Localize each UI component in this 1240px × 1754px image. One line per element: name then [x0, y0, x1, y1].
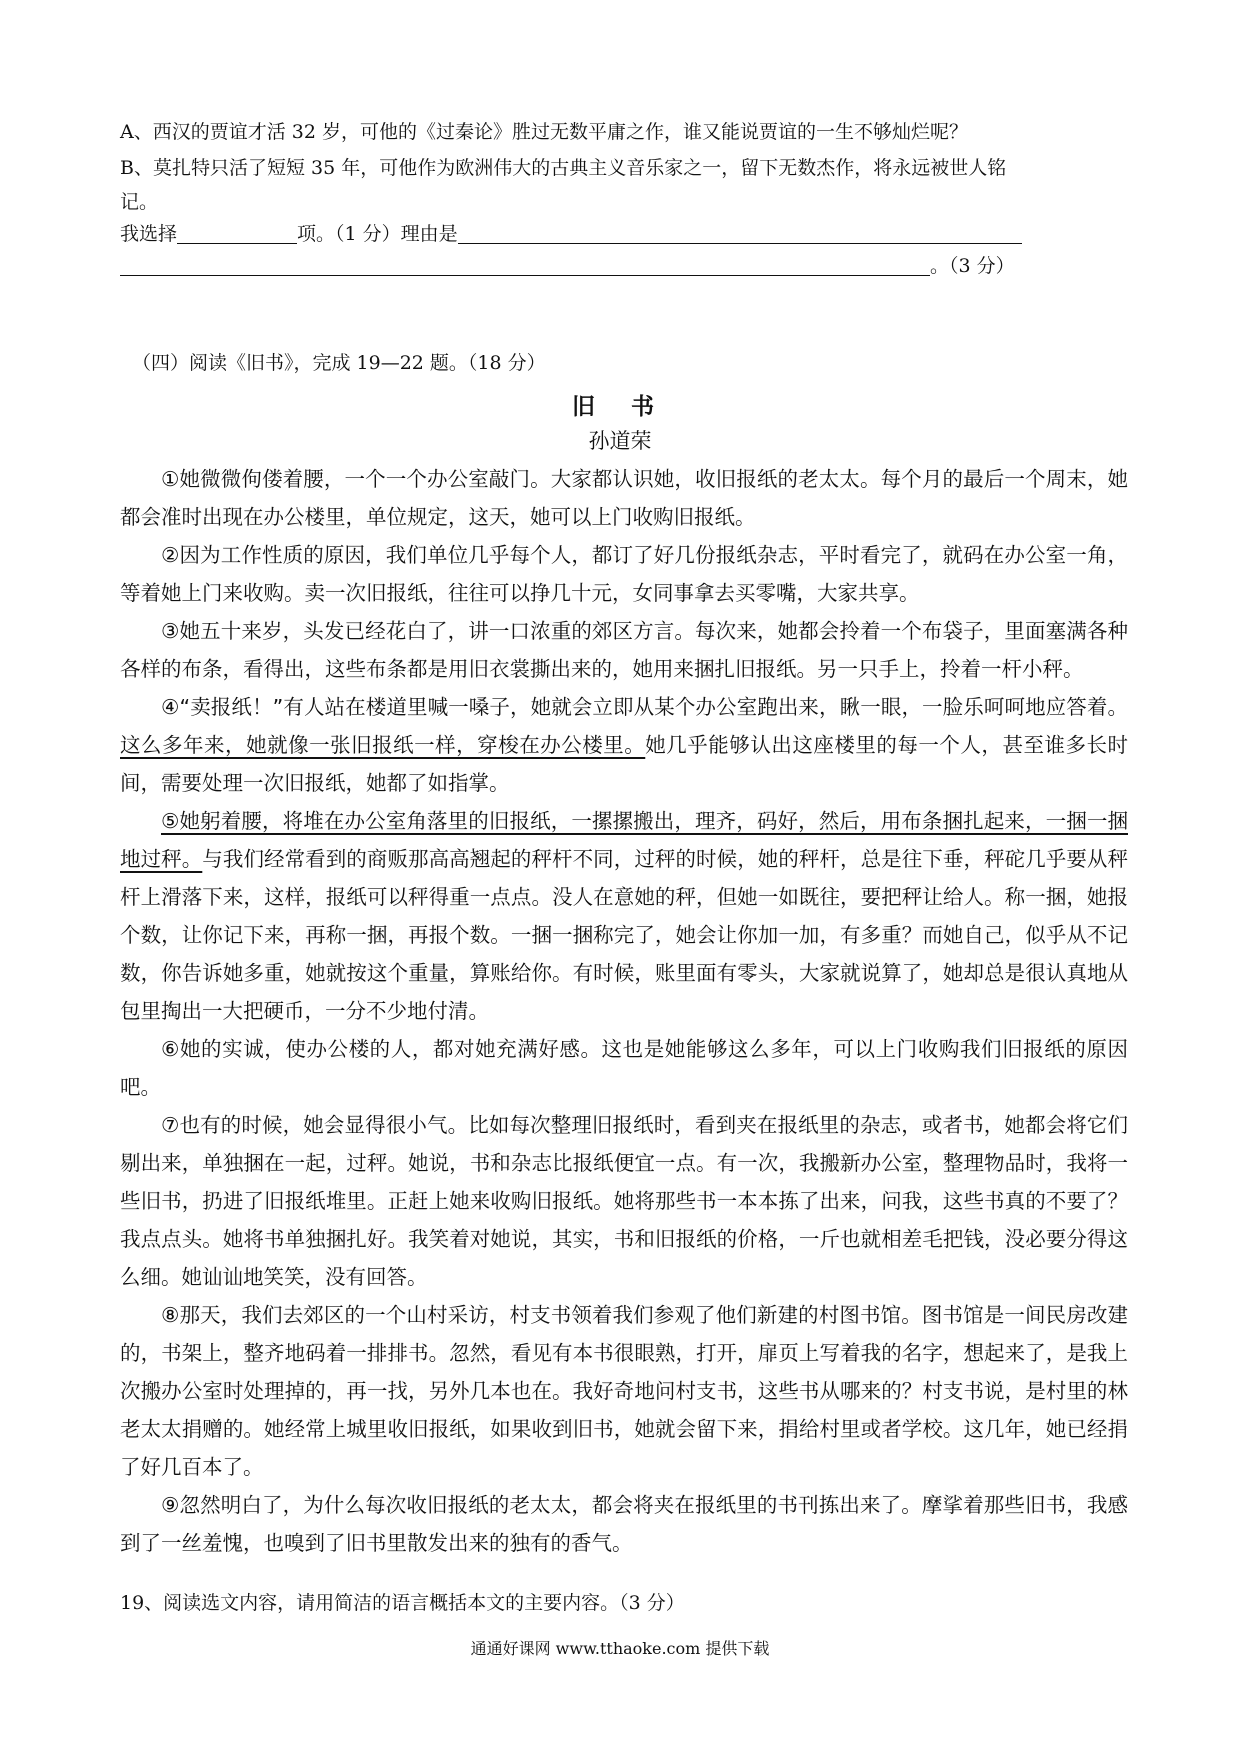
paragraph-4-start: ④“卖报纸！”有人站在楼道里喊一嗓子，她就会立即从某个办公室跑出来，瞅一眼，一脸乐呵呵地应答着。 [161, 695, 1128, 719]
paragraph-2: ②因为工作性质的原因，我们单位几乎每个人，都订了好几份报纸杂志，平时看完了，就码在办公室一角，等着她上门来收购。卖一次旧报纸，往往可以挣几十元，女同事拿去买零嘴，大家共享。 [120, 543, 1128, 605]
reason-line-2 [120, 250, 1128, 282]
score-suffix: 。（3 分） [930, 255, 1015, 277]
paragraph-4-end: 她几乎能够认出这座楼里的每一个人，甚至谁多长时间，需要处理一次旧报纸，她都了如指掌。 [120, 733, 1128, 795]
article-body [120, 460, 1128, 1562]
paragraph-9: ⑨忽然明白了，为什么每次收旧报纸的老太太，都会将夹在报纸里的书刊拣出来了。摩挲着那些旧书，我感到了一丝羞愧，也嗅到了旧书里散发出来的独有的香气。 [120, 1493, 1128, 1555]
paragraph-5-end: 与我们经常看到的商贩那高高翘起的秤杆不同，过秤的时候，她的秤杆，总是往下垂，秤砣几乎要从秤杆上滑落下来，这样，报纸可以秤得重一点点。没人在意她的秤，但她一如既往，要把秤让给人。称一捆，她报个数，让你记下来，再称一捆，再报个数。一捆一捆称完了，她会让你加一加，有多重？而她自己，似乎从不记数，你告诉她多重，她就按这个重量，算账给你。有时候，账里面有零头，大家就说算了，她却总是很认真地从包里掏出一大把硬币，一分不少地付清。 [120, 847, 1129, 1023]
answer-choice-line [120, 218, 1128, 250]
option-b-line-1: B、莫扎特只活了短短 35 年，可他作为欧洲伟大的古典主义音乐家之一，留下无数杰作，将永远被世人铭 [120, 157, 1007, 179]
paragraph-7: ⑦也有的时候，她会显得很小气。比如每次整理旧报纸时，看到夹在报纸里的杂志，或者书，她都会将它们剔出来，单独捆在一起，过秤。她说，书和杂志比报纸便宜一点。有一次，我搬新办公室，整理物品时，我将一些旧书，扔进了旧报纸堆里。正赶上她来收购旧报纸。她将那些书一本本拣了出来，问我，这些书真的不要了？我点点头。她将书单独捆扎好。我笑着对她说，其实，书和旧报纸的价格，一斤也就相差毛把钱，没必要分得这么细。她讪讪地笑笑，没有回答。 [120, 1113, 1128, 1289]
option-b-line-2: 记。 [120, 191, 159, 213]
reason-blank-2[interactable] [120, 253, 930, 276]
article-title: 旧 书 [571, 394, 668, 420]
article-author: 孙道荣 [588, 429, 652, 453]
choice-blank[interactable] [177, 221, 297, 244]
option-a: A、西汉的贾谊才活 32 岁，可他的《过秦论》胜过无数平庸之作，谁又能说贾谊的一生不够灿烂呢？ [120, 121, 968, 143]
page-footer: 通通好课网 www.tthaoke.com 提供下载 [470, 1639, 770, 1658]
section-heading: （四）阅读《旧书》，完成 19—22 题。（18 分） [132, 352, 546, 374]
paragraph-4-underlined: 这么多年来，她就像一张旧报纸一样，穿梭在办公楼里。 [120, 733, 646, 757]
paragraph-6: ⑥她的实诚，使办公楼的人，都对她充满好感。这也是她能够这么多年，可以上门收购我们旧报纸的原因吧。 [120, 1037, 1128, 1099]
reason-blank[interactable] [458, 221, 1022, 244]
paragraph-1: ①她微微佝偻着腰，一个一个办公室敲门。大家都认识她，收旧报纸的老太太。每个月的最后一个周末，她都会准时出现在办公楼里，单位规定，这天，她可以上门收购旧报纸。 [120, 467, 1128, 529]
paragraph-5-underlined: ⑤她躬着腰，将堆在办公室角落里的旧报纸，一摞摞搬出，理齐，码好，然后，用布条捆扎起来，一捆一捆地过秤。 [120, 809, 1128, 871]
choose-prefix: 我选择 [120, 223, 178, 245]
question-19: 19、阅读选文内容，请用简洁的语言概括本文的主要内容。（3 分） [120, 1592, 685, 1614]
paragraph-3: ③她五十来岁，头发已经花白了，讲一口浓重的郊区方言。每次来，她都会拎着一个布袋子，里面塞满各种各样的布条，看得出，这些布条都是用旧衣裳撕出来的，她用来捆扎旧报纸。另一只手上，拎着一杆小秤。 [120, 619, 1128, 681]
choose-mid: 项。（1 分）理由是 [297, 223, 458, 245]
paragraph-4 [120, 688, 1128, 802]
paragraph-8: ⑧那天，我们去郊区的一个山村采访，村支书领着我们参观了他们新建的村图书馆。图书馆是一间民房改建的，书架上，整齐地码着一排排书。忽然，看见有本书很眼熟，打开，扉页上写着我的名字，想起来了，是我上次搬办公室时处理掉的，再一找，另外几本也在。我好奇地问村支书，这些书从哪来的？村支书说，是村里的林老太太捐赠的。她经常上城里收旧报纸，如果收到旧书，她就会留下来，捐给村里或者学校。这几年，她已经捐了好几百本了。 [120, 1303, 1128, 1479]
paragraph-5 [120, 802, 1128, 1030]
